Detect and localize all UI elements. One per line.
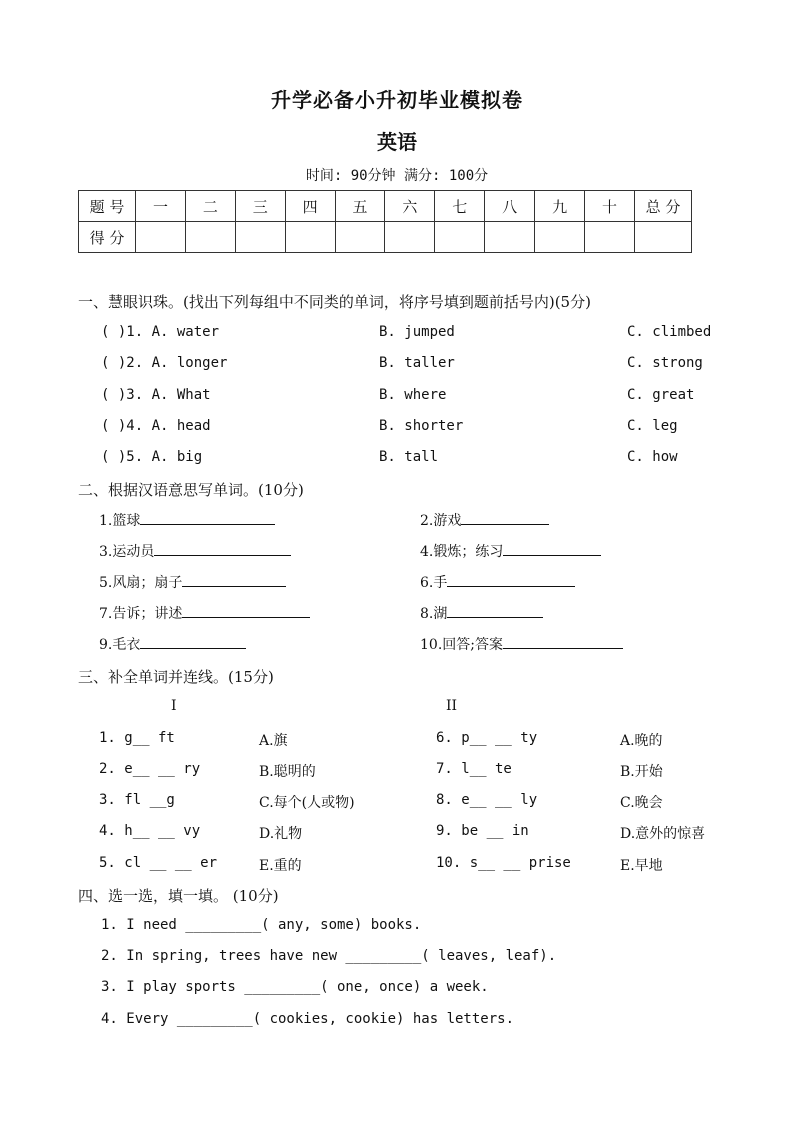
s1-item-c: C. climbed	[627, 324, 712, 340]
s1-item-a: ( )4. A. head	[101, 418, 211, 434]
subject-title: 英语	[377, 130, 417, 154]
score-cell[interactable]	[435, 222, 485, 253]
section1-heading: 一、慧眼识珠。(找出下列每组中不同类的单词，将序号填到题前括号内)(5分)	[78, 293, 591, 311]
section2-heading: 二、根据汉语意思写单词。(10分)	[78, 481, 304, 499]
s4-sentence: 1. I need _________( any, some) books.	[101, 917, 422, 933]
s1-item-c: C. how	[627, 449, 678, 465]
score-header-cell: 总 分	[635, 191, 692, 222]
answer-blank[interactable]	[140, 634, 246, 649]
time-info: 时间: 90分钟 满分: 100分	[305, 168, 489, 184]
s2-left-item	[99, 510, 275, 530]
s1-item-b: B. taller	[379, 355, 455, 371]
s3-word: 2. e__ __ ry	[99, 761, 201, 777]
s3-meaning: A.晚的	[620, 733, 663, 749]
score-cell[interactable]	[136, 222, 186, 253]
s1-item-c: C. strong	[627, 355, 703, 371]
column-ii-label: II	[446, 698, 458, 714]
s2-left-item	[99, 603, 310, 623]
s1-item-a: ( )3. A. What	[101, 387, 211, 403]
answer-blank[interactable]	[154, 541, 291, 556]
s3-meaning: D.礼物	[259, 826, 303, 842]
score-header-cell: 九	[535, 191, 585, 222]
s2-right-item	[420, 634, 623, 654]
s4-sentence: 3. I play sports _________( one, once) a week.	[101, 979, 489, 995]
s2-prompt: 10.回答;答案	[420, 637, 503, 653]
score-cell[interactable]	[385, 222, 435, 253]
s1-item-b: B. jumped	[379, 324, 455, 340]
score-table	[78, 190, 692, 253]
s3-word: 4. h__ __ vy	[99, 823, 201, 839]
s2-prompt: 5.风扇；扇子	[99, 575, 183, 591]
s2-right-item	[420, 603, 543, 623]
s3-meaning: B.聪明的	[259, 764, 316, 780]
s3-word: 7. l__ te	[436, 761, 512, 777]
s2-prompt: 9.毛衣	[99, 637, 141, 653]
s3-word: 8. e__ __ ly	[436, 792, 538, 808]
s2-prompt: 3.运动员	[99, 544, 155, 560]
score-cell[interactable]	[535, 222, 585, 253]
s2-right-item	[420, 572, 575, 592]
section3-heading: 三、补全单词并连线。(15分)	[78, 668, 274, 686]
exam-title: 升学必备小升初毕业模拟卷	[271, 88, 523, 112]
s1-item-a: ( )1. A. water	[101, 324, 220, 340]
s3-word: 1. g__ ft	[99, 730, 175, 746]
s3-meaning: C.晚会	[620, 795, 663, 811]
s1-item-c: C. leg	[627, 418, 678, 434]
answer-blank[interactable]	[461, 510, 549, 525]
s3-meaning: C.每个(人或物)	[259, 795, 355, 811]
column-i-label: I	[171, 698, 177, 714]
s3-word: 9. be __ in	[436, 823, 529, 839]
s1-item-b: B. where	[379, 387, 447, 403]
s2-prompt: 1.篮球	[99, 513, 141, 529]
score-header-cell: 题 号	[79, 191, 136, 222]
score-row-label: 得 分	[79, 222, 136, 253]
s3-word: 3. fl __g	[99, 792, 175, 808]
s2-left-item	[99, 634, 246, 654]
s3-meaning: B.开始	[620, 764, 663, 780]
score-header-cell: 四	[285, 191, 335, 222]
s3-word: 10. s__ __ prise	[436, 855, 571, 871]
score-cell[interactable]	[185, 222, 235, 253]
s3-word: 5. cl __ __ er	[99, 855, 218, 871]
s3-meaning: E.重的	[259, 858, 302, 874]
s4-sentence: 4. Every _________( cookies, cookie) has letters.	[101, 1011, 515, 1027]
score-header-cell: 五	[335, 191, 385, 222]
s3-word: 6. p__ __ ty	[436, 730, 538, 746]
s1-item-b: B. shorter	[379, 418, 464, 434]
s2-prompt: 4.锻炼；练习	[420, 544, 504, 560]
score-header-cell: 三	[235, 191, 285, 222]
score-cell[interactable]	[485, 222, 535, 253]
score-header-cell: 六	[385, 191, 435, 222]
score-table-header-row	[79, 191, 692, 222]
section4-heading: 四、选一选，填一填。 (10分)	[78, 887, 279, 905]
answer-blank[interactable]	[447, 603, 543, 618]
score-cell[interactable]	[585, 222, 635, 253]
answer-blank[interactable]	[140, 510, 275, 525]
score-header-cell: 八	[485, 191, 535, 222]
s3-meaning: E.早地	[620, 858, 663, 874]
s1-item-a: ( )5. A. big	[101, 449, 203, 465]
score-header-cell: 七	[435, 191, 485, 222]
s2-right-item	[420, 541, 601, 561]
answer-blank[interactable]	[182, 572, 286, 587]
s2-prompt: 8.湖	[420, 606, 448, 622]
answer-blank[interactable]	[182, 603, 310, 618]
s2-prompt: 2.游戏	[420, 513, 462, 529]
s2-left-item	[99, 572, 286, 592]
s4-sentence: 2. In spring, trees have new _________( leaves, leaf).	[101, 948, 557, 964]
score-cell[interactable]	[235, 222, 285, 253]
score-header-cell: 二	[185, 191, 235, 222]
s2-right-item	[420, 510, 549, 530]
answer-blank[interactable]	[503, 541, 601, 556]
answer-blank[interactable]	[447, 572, 575, 587]
score-header-cell: 一	[136, 191, 186, 222]
s2-prompt: 7.告诉；讲述	[99, 606, 183, 622]
s3-meaning: D.意外的惊喜	[620, 826, 706, 842]
score-cell[interactable]	[635, 222, 692, 253]
score-table-score-row	[79, 222, 692, 253]
s1-item-b: B. tall	[379, 449, 439, 465]
s1-item-c: C. great	[627, 387, 695, 403]
s2-left-item	[99, 541, 291, 561]
s2-prompt: 6.手	[420, 575, 448, 591]
score-header-cell: 十	[585, 191, 635, 222]
answer-blank[interactable]	[503, 634, 623, 649]
score-cell[interactable]	[285, 222, 335, 253]
score-cell[interactable]	[335, 222, 385, 253]
s3-meaning: A.旗	[259, 733, 288, 749]
s1-item-a: ( )2. A. longer	[101, 355, 228, 371]
